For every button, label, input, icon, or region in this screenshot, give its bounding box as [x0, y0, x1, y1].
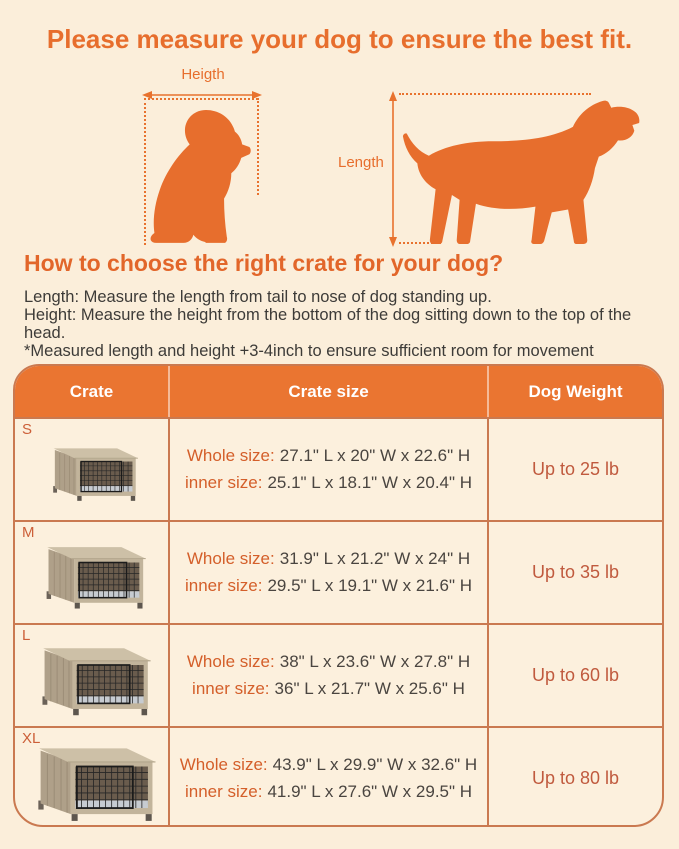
size-table [13, 364, 664, 827]
dog-weight-m: Up to 35 lb [487, 520, 662, 623]
crate-image-l [32, 635, 152, 723]
header-crate-size: Crate size [168, 366, 487, 417]
header-crate: Crate [15, 366, 168, 417]
height-label: Heigth [181, 66, 225, 83]
height-dotted-line-right [257, 98, 259, 195]
table-row-l-crate [15, 623, 168, 726]
height-instruction: Height: Measure the height from the bottom of the dog sitting down to the top of the head. [24, 306, 632, 342]
whole-size-xl: Whole size: 43.9" L x 29.9" W x 32.6" H [179, 755, 478, 774]
table-row-xl-crate [15, 726, 168, 827]
size-label-l: L [22, 627, 31, 644]
length-measure-group [336, 86, 672, 254]
length-dotted-line-top [399, 93, 591, 95]
crate-image-xl [27, 734, 157, 827]
standing-dog-illustration [402, 98, 642, 247]
length-label: Length [338, 154, 384, 171]
inner-size-xl: inner size: 41.9" L x 27.6" W x 29.5" H [184, 782, 473, 801]
table-row-s-size [168, 417, 487, 520]
crate-image-s [45, 438, 139, 507]
height-dotted-line-left [144, 98, 146, 245]
dog-weight-xl: Up to 80 lb [487, 726, 662, 827]
size-label-xl: XL [22, 730, 41, 747]
dog-weight-s: Up to 25 lb [487, 417, 662, 520]
inner-size-l: inner size: 36" L x 21.7" W x 25.6" H [192, 679, 465, 698]
measuring-instructions [24, 288, 642, 360]
inner-size-s: inner size: 25.1" L x 18.1" W x 20.4" H [184, 473, 473, 492]
section-heading: How to choose the right crate for your dog? [24, 250, 504, 276]
header-dog-weight: Dog Weight [487, 366, 662, 417]
height-measure-group [140, 66, 266, 252]
whole-size-m: Whole size: 31.9" L x 21.2" W x 24" H [186, 549, 471, 568]
length-instruction: Length: Measure the length from tail to nose of dog standing up. [24, 288, 492, 306]
whole-size-s: Whole size: 27.1" L x 20" W x 22.6" H [186, 446, 471, 465]
whole-size-l: Whole size: 38" L x 23.6" W x 27.8" H [186, 652, 471, 671]
length-double-arrow-icon [387, 91, 399, 247]
dog-weight-l: Up to 60 lb [487, 623, 662, 726]
height-dotted-line-top [144, 98, 258, 100]
size-label-s: S [22, 421, 33, 438]
page-title: Please measure your dog to ensure the best fit. [46, 24, 633, 54]
sitting-dog-illustration [149, 106, 253, 246]
measure-note: *Measured length and height +3-4inch to ensure sufficient room for movement [24, 342, 594, 360]
table-row-m-crate [15, 520, 168, 623]
table-row-s-crate [15, 417, 168, 520]
inner-size-m: inner size: 29.5" L x 19.1" W x 21.6" H [184, 576, 473, 595]
table-row-xl-size [168, 726, 487, 827]
size-label-m: M [22, 524, 35, 541]
table-row-m-size [168, 520, 487, 623]
table-row-l-size [168, 623, 487, 726]
crate-image-m [37, 535, 147, 616]
